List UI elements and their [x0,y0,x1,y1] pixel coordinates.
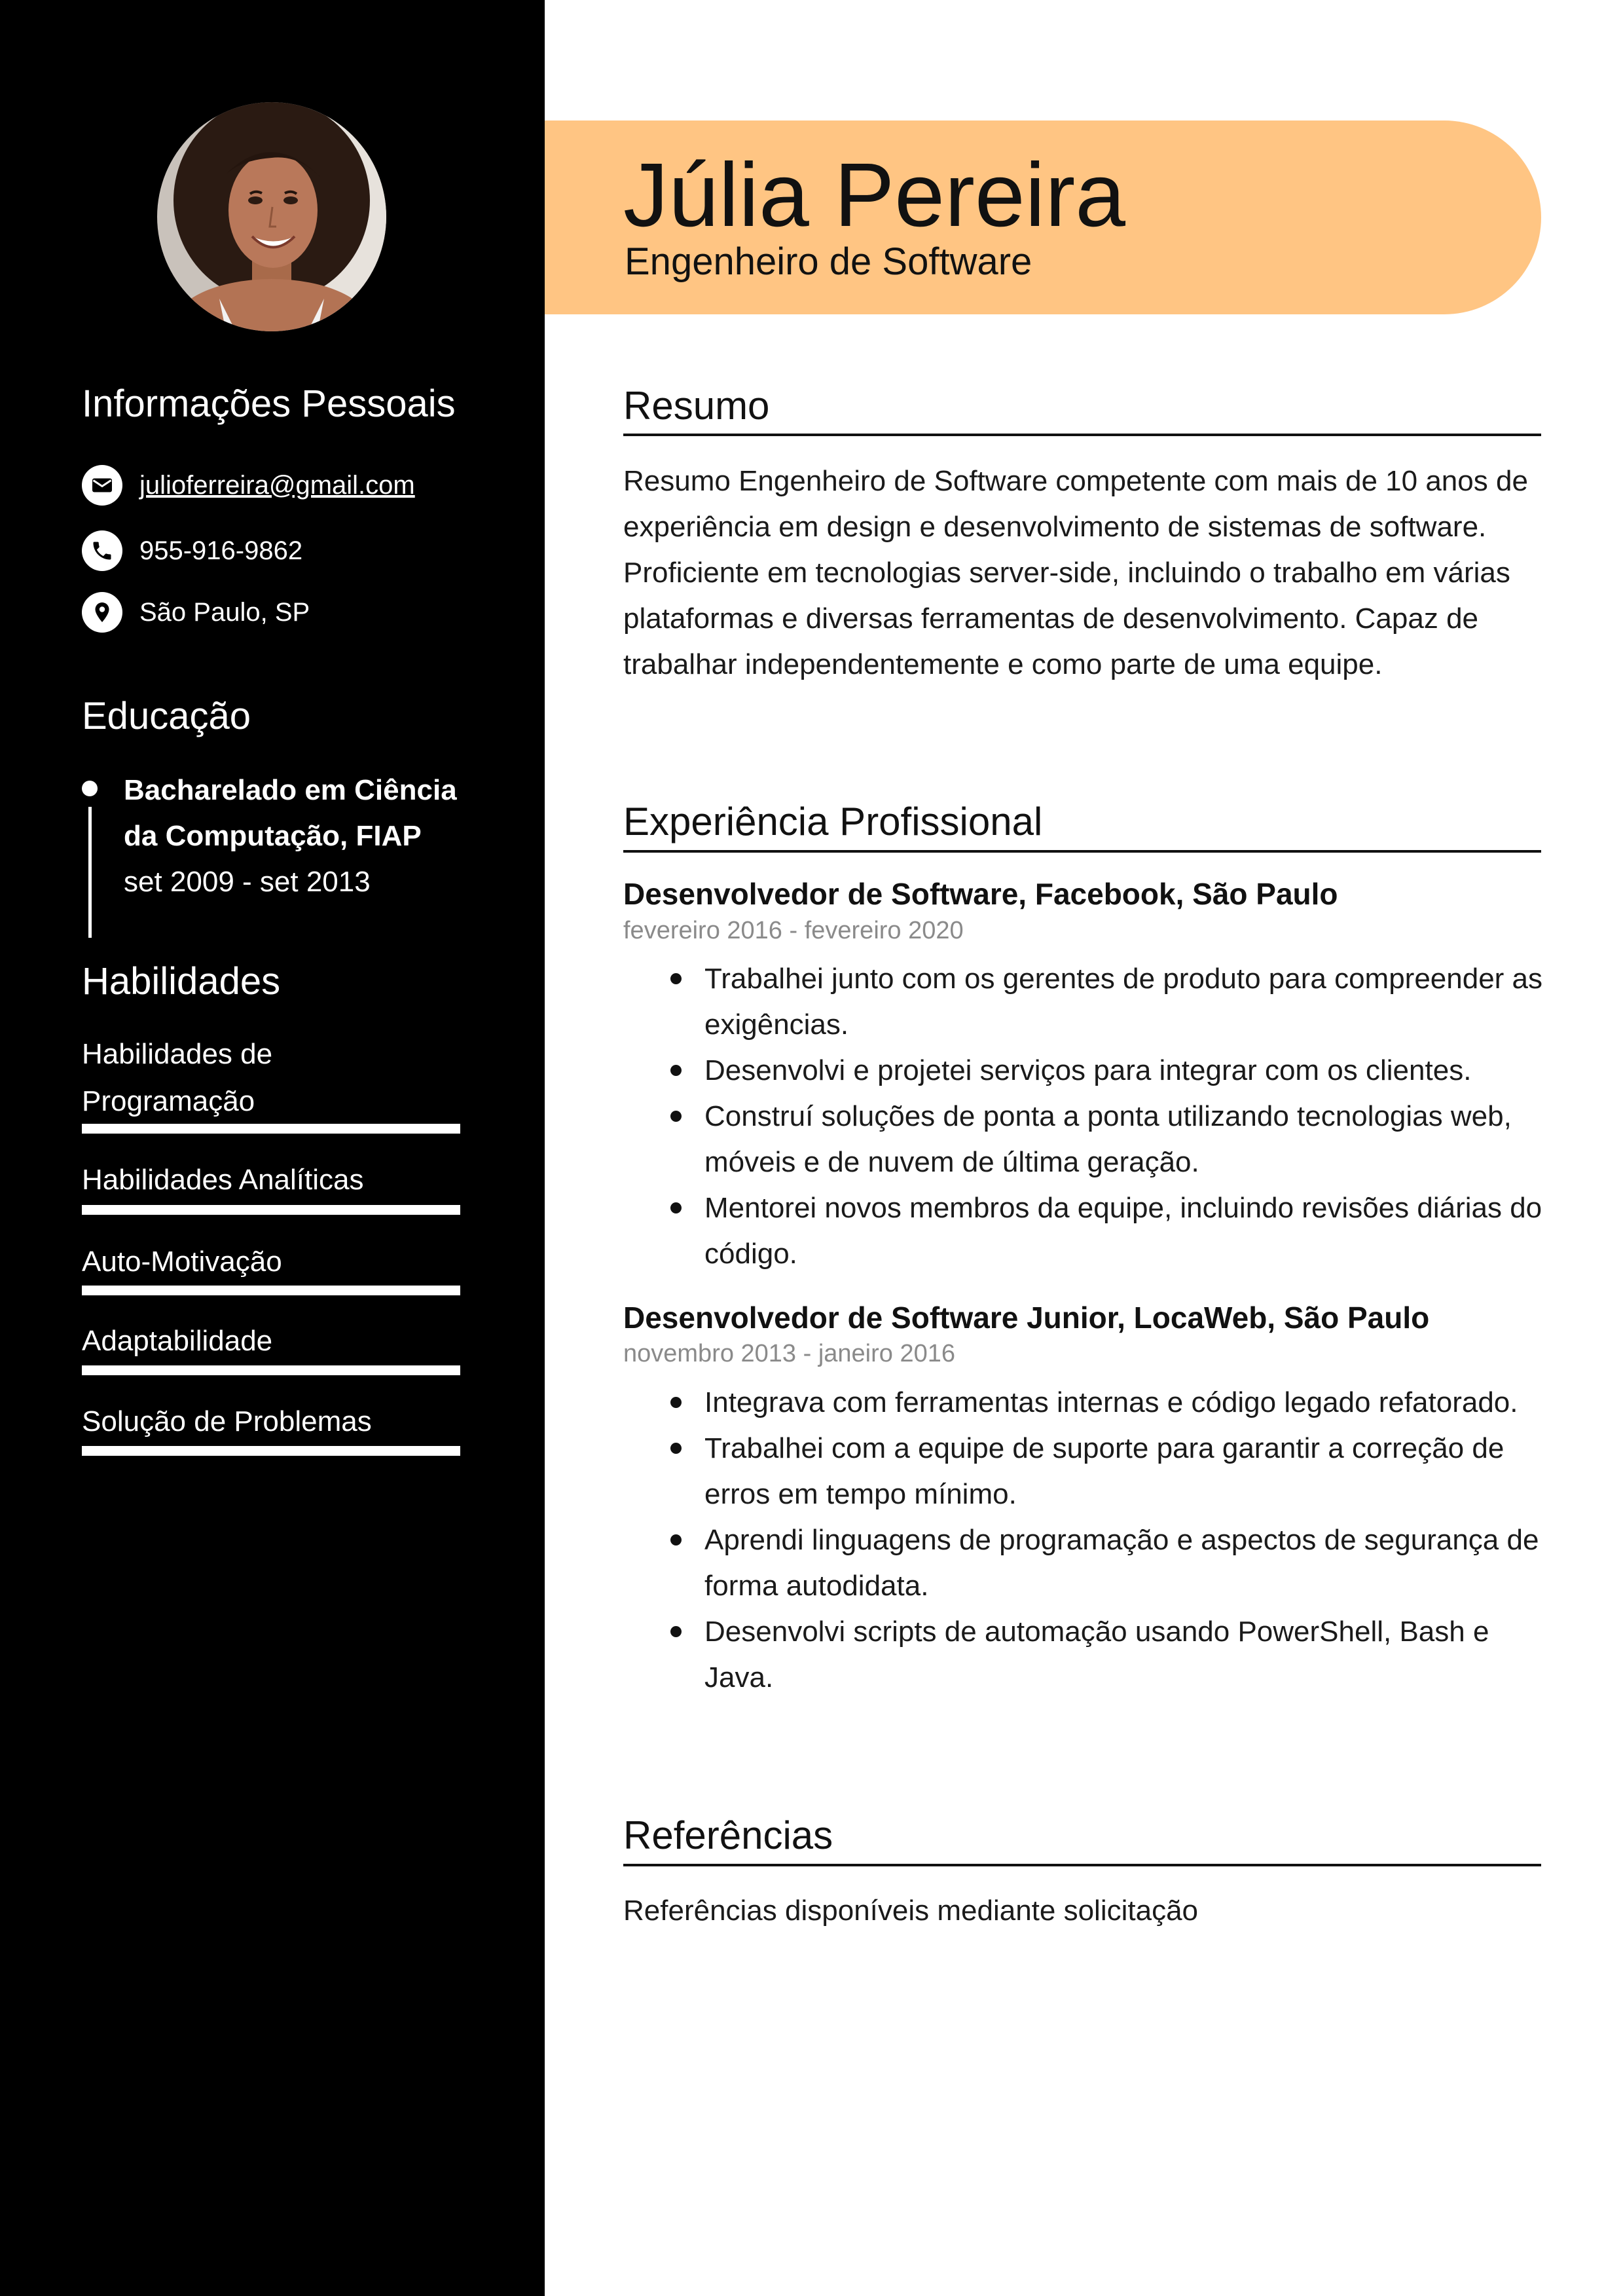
list-item: Integrava com ferramentas internas e código legado refatorado. [670,1380,1544,1426]
list-item: Desenvolvi e projetei serviços para integrar com os clientes. [670,1048,1544,1094]
skill-label: Habilidades Analíticas [82,1164,364,1196]
personal-info-heading: Informações Pessoais [82,382,456,425]
job-bullets [670,1380,1544,1701]
timeline-line [88,807,92,938]
name-banner [545,120,1541,314]
contact-email[interactable] [82,465,415,506]
list-item: Construí soluções de ponta a ponta utilizando tecnologias web, móveis e de nuvem de última geração. [670,1094,1544,1185]
summary-text: Resumo Engenheiro de Software competente com mais de 10 anos de experiência em design e desenvolvimento de sistemas de software. Proficiente em tecnologias server-side, incluindo o trabalho em várias plataformas e diversas ferramentas de desenvolvimento. Capaz de trabalhar independentemente e como parte de uma equipe. [623,465,1528,680]
skills-heading: Habilidades [82,960,281,1003]
skill-bar [82,1205,460,1215]
list-item: Desenvolvi scripts de automação usando PowerShell, Bash e Java. [670,1609,1544,1701]
candidate-name: Júlia Pereira [623,145,1126,246]
section-divider [623,1864,1541,1866]
education-heading: Educação [82,695,251,737]
profile-photo [157,102,386,331]
timeline-dot [82,781,98,796]
phone-icon [82,530,122,571]
section-divider [623,434,1541,436]
skill-label: Adaptabilidade [82,1325,273,1357]
list-item: Trabalhei com a equipe de suporte para garantir a correção de erros em tempo mínimo. [670,1426,1544,1517]
job-dates: fevereiro 2016 - fevereiro 2020 [623,917,964,944]
skill-bar [82,1124,460,1134]
skill-label: Auto-Motivação [82,1246,282,1278]
contact-location [82,592,310,633]
location-pin-icon [82,592,122,633]
summary-heading: Resumo [623,384,770,428]
section-divider [623,850,1541,853]
job-bullets [670,956,1544,1277]
experience-heading: Experiência Profissional [623,800,1043,843]
list-item: Mentorei novos membros da equipe, incluindo revisões diárias do código. [670,1185,1544,1277]
skill-label: Solução de Problemas [82,1405,372,1437]
job-title: Desenvolvedor de Software, Facebook, São Paulo [623,877,1338,911]
avatar [157,102,386,331]
phone-number: 955-916-9862 [139,536,303,565]
education-item [82,768,501,898]
job-dates: novembro 2013 - janeiro 2016 [623,1340,956,1367]
envelope-icon [82,465,122,506]
skill-bar [82,1446,460,1456]
skill-label: Habilidades de Programação [82,1038,273,1117]
list-item: Aprendi linguagens de programação e aspectos de segurança de forma autodidata. [670,1517,1544,1609]
list-item: Trabalhei junto com os gerentes de produto para compreender as exigências. [670,956,1544,1048]
education-dates: set 2009 - set 2013 [124,866,371,898]
location-text: São Paulo, SP [139,597,310,627]
references-heading: Referências [623,1813,833,1857]
education-degree: Bacharelado em Ciência da Computação, FIAP [124,774,457,852]
skill-bar [82,1286,460,1295]
references-text: Referências disponíveis mediante solicitação [623,1895,1199,1927]
candidate-title: Engenheiro de Software [625,240,1032,283]
sidebar [0,0,545,2296]
job-title: Desenvolvedor de Software Junior, LocaWeb, São Paulo [623,1301,1430,1335]
skill-bar [82,1365,460,1375]
contact-phone [82,530,302,571]
email-link[interactable]: julioferreira@gmail.com [139,470,415,500]
